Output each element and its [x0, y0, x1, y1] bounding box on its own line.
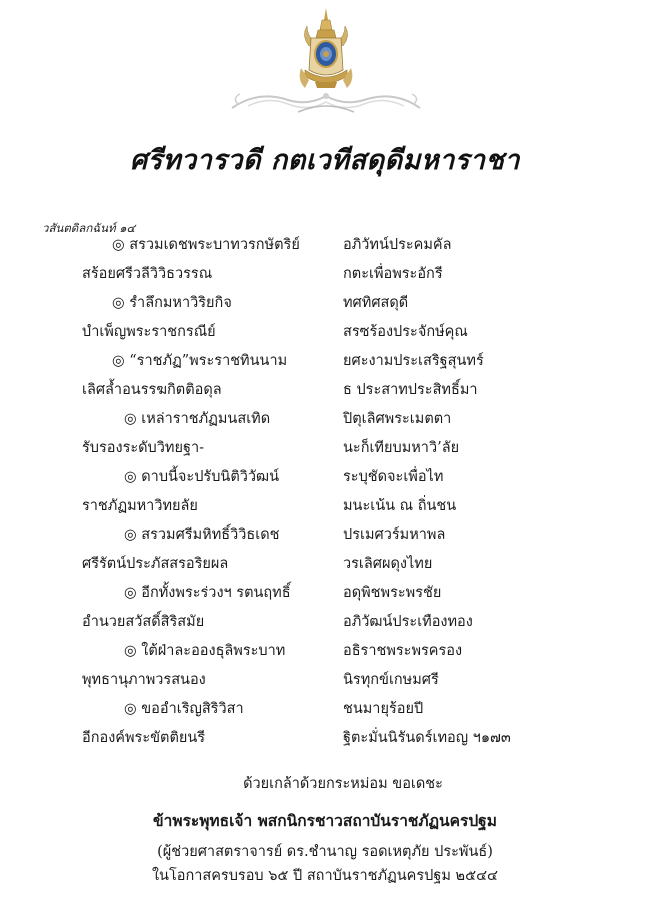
verse-line-left: สร้อยศรีวลีวิวิธวรรณ: [82, 266, 213, 282]
verse-line: [0, 293, 650, 313]
verse-line-right: ชนมายุร้อยปี: [343, 701, 424, 717]
ornamental-scroll-icon: [228, 86, 424, 116]
verse-line: [0, 728, 650, 748]
verse-line-left: ◎ ขออำเริญสิริวิสา: [124, 701, 244, 717]
verse-line-right: อดุพิชพระพรชัย: [343, 585, 442, 601]
verse-line-right: ฐิตะมั่นนิรันดร์เทอญ ฯ๑๗๓: [343, 730, 511, 746]
royal-crown-emblem-icon: [295, 6, 357, 98]
verse-line: [0, 467, 650, 487]
verse-line: [0, 264, 650, 284]
verse-line: [0, 496, 650, 516]
verse-line-left: อำนวยสวัสดิ์สิริสมัย: [82, 614, 205, 630]
verse-line: [0, 699, 650, 719]
verse-line-right: ธ ประสาทประสิทธิ์มา: [343, 382, 478, 398]
verse-line-right: กตะเพื่อพระอักรี: [343, 266, 443, 282]
verse-line-left: บำเพ็ญพระราชกรณีย์: [82, 324, 216, 340]
verse-line-left: อีกองค์พระขัตติยนรี: [82, 730, 206, 746]
verse-line-right: ปิตุเลิศพระเมตตา: [343, 411, 452, 427]
closing-author-group: ข้าพระพุทธเจ้า พสกนิกรชาวสถาบันราชภัฏนครปฐม: [153, 811, 497, 830]
verse-line: [0, 525, 650, 545]
verse-line-right: สรซร้องประจักษ์คุณ: [343, 324, 468, 340]
verse-line-left: รับรองระดับวิทยฐา-: [82, 440, 205, 456]
verse-line-right: ทศทิศสดุดี: [343, 295, 409, 311]
verse-line: [0, 641, 650, 661]
verse-line: [0, 351, 650, 371]
verse-line-left: ◎ รำลึกมหาวิริยกิจ: [112, 295, 232, 311]
verse-line-right: ปรเมศวร์มหาพล: [343, 527, 446, 543]
verse-line-left: ◎ อีกทั้งพระร่วงฯ รตนฤทธิ์: [124, 585, 291, 601]
meter-label: วสันตดิลกฉันท์ ๑๔: [42, 221, 136, 235]
verse-line-left: เลิศล้ำอนรรฆกิตติอดุล: [82, 382, 222, 398]
verse-line-right: อภิวัทน์ประคมคัล: [343, 237, 452, 253]
verse-line-right: ยศะงามประเสริฐสุนทร์: [343, 353, 484, 369]
verse-line: [0, 438, 650, 458]
verse-line-left: ◎ ดาบนี้จะปรับนิติวิวัฒน์: [124, 469, 280, 485]
verse-line-left: ◎ สรวมศรีมหิทธิ์วิวิธเดช: [124, 527, 280, 543]
verse-line-left: ราชภัฏมหาวิทยลัย: [82, 498, 198, 514]
verse-line-left: ◎ ใต้ฝ่าละอองธุลิพระบาท: [124, 643, 286, 659]
verse-line: [0, 235, 650, 255]
verse-line-right: นิรทุกข์เกษมศรี: [343, 672, 439, 688]
verse-line: [0, 322, 650, 342]
verse-line-left: ◎ สรวมเดชพระบาทวรกษัตริย์: [112, 237, 300, 253]
verse-line-left: ◎ “ราชภัฏ”พระราชทินนาม: [112, 353, 288, 369]
closing-occasion: ในโอกาสครบรอบ ๖๕ ปี สถาบันราชภัฏนครปฐม ๒๕๔๔: [151, 868, 499, 884]
closing-salutation: ด้วยเกล้าด้วยกระหม่อม ขอเดชะ: [243, 776, 443, 792]
poem-title: ศรีทวารวดี กตเวทีสดุดีมหาราชา: [130, 145, 520, 176]
verse-line-right: นะก็เทียบมหาวิ’ลัย: [343, 440, 460, 456]
verse-line: [0, 612, 650, 632]
verse-line-right: อภิวัฒน์ประเทืองทอง: [343, 614, 473, 630]
verse-line-left: ◎ เหล่าราชภัฏมนสเทิด: [124, 411, 271, 427]
verse-line-right: อธิราชพระพรครอง: [343, 643, 463, 659]
closing-composer: (ผู้ช่วยศาสตราจารย์ ดร.ชำนาญ รอดเหตุภัย ประพันธ์): [157, 844, 493, 860]
verse-line: [0, 409, 650, 429]
verse-line-right: ระบุชัดจะเพื่อไท: [343, 469, 444, 485]
verse-line: [0, 554, 650, 574]
verse-line-right: มนะเน้น ณ ถิ่นชน: [343, 498, 457, 514]
verse-line: [0, 380, 650, 400]
verse-line-right: วรเลิศผดุงไทย: [343, 556, 433, 572]
verse-line: [0, 670, 650, 690]
verse-line-left: ศรีรัตน์ประภัสสรอริยผล: [82, 556, 229, 572]
verse-line: [0, 583, 650, 603]
verse-line-left: พุทธานุภาพวรสนอง: [82, 672, 206, 688]
